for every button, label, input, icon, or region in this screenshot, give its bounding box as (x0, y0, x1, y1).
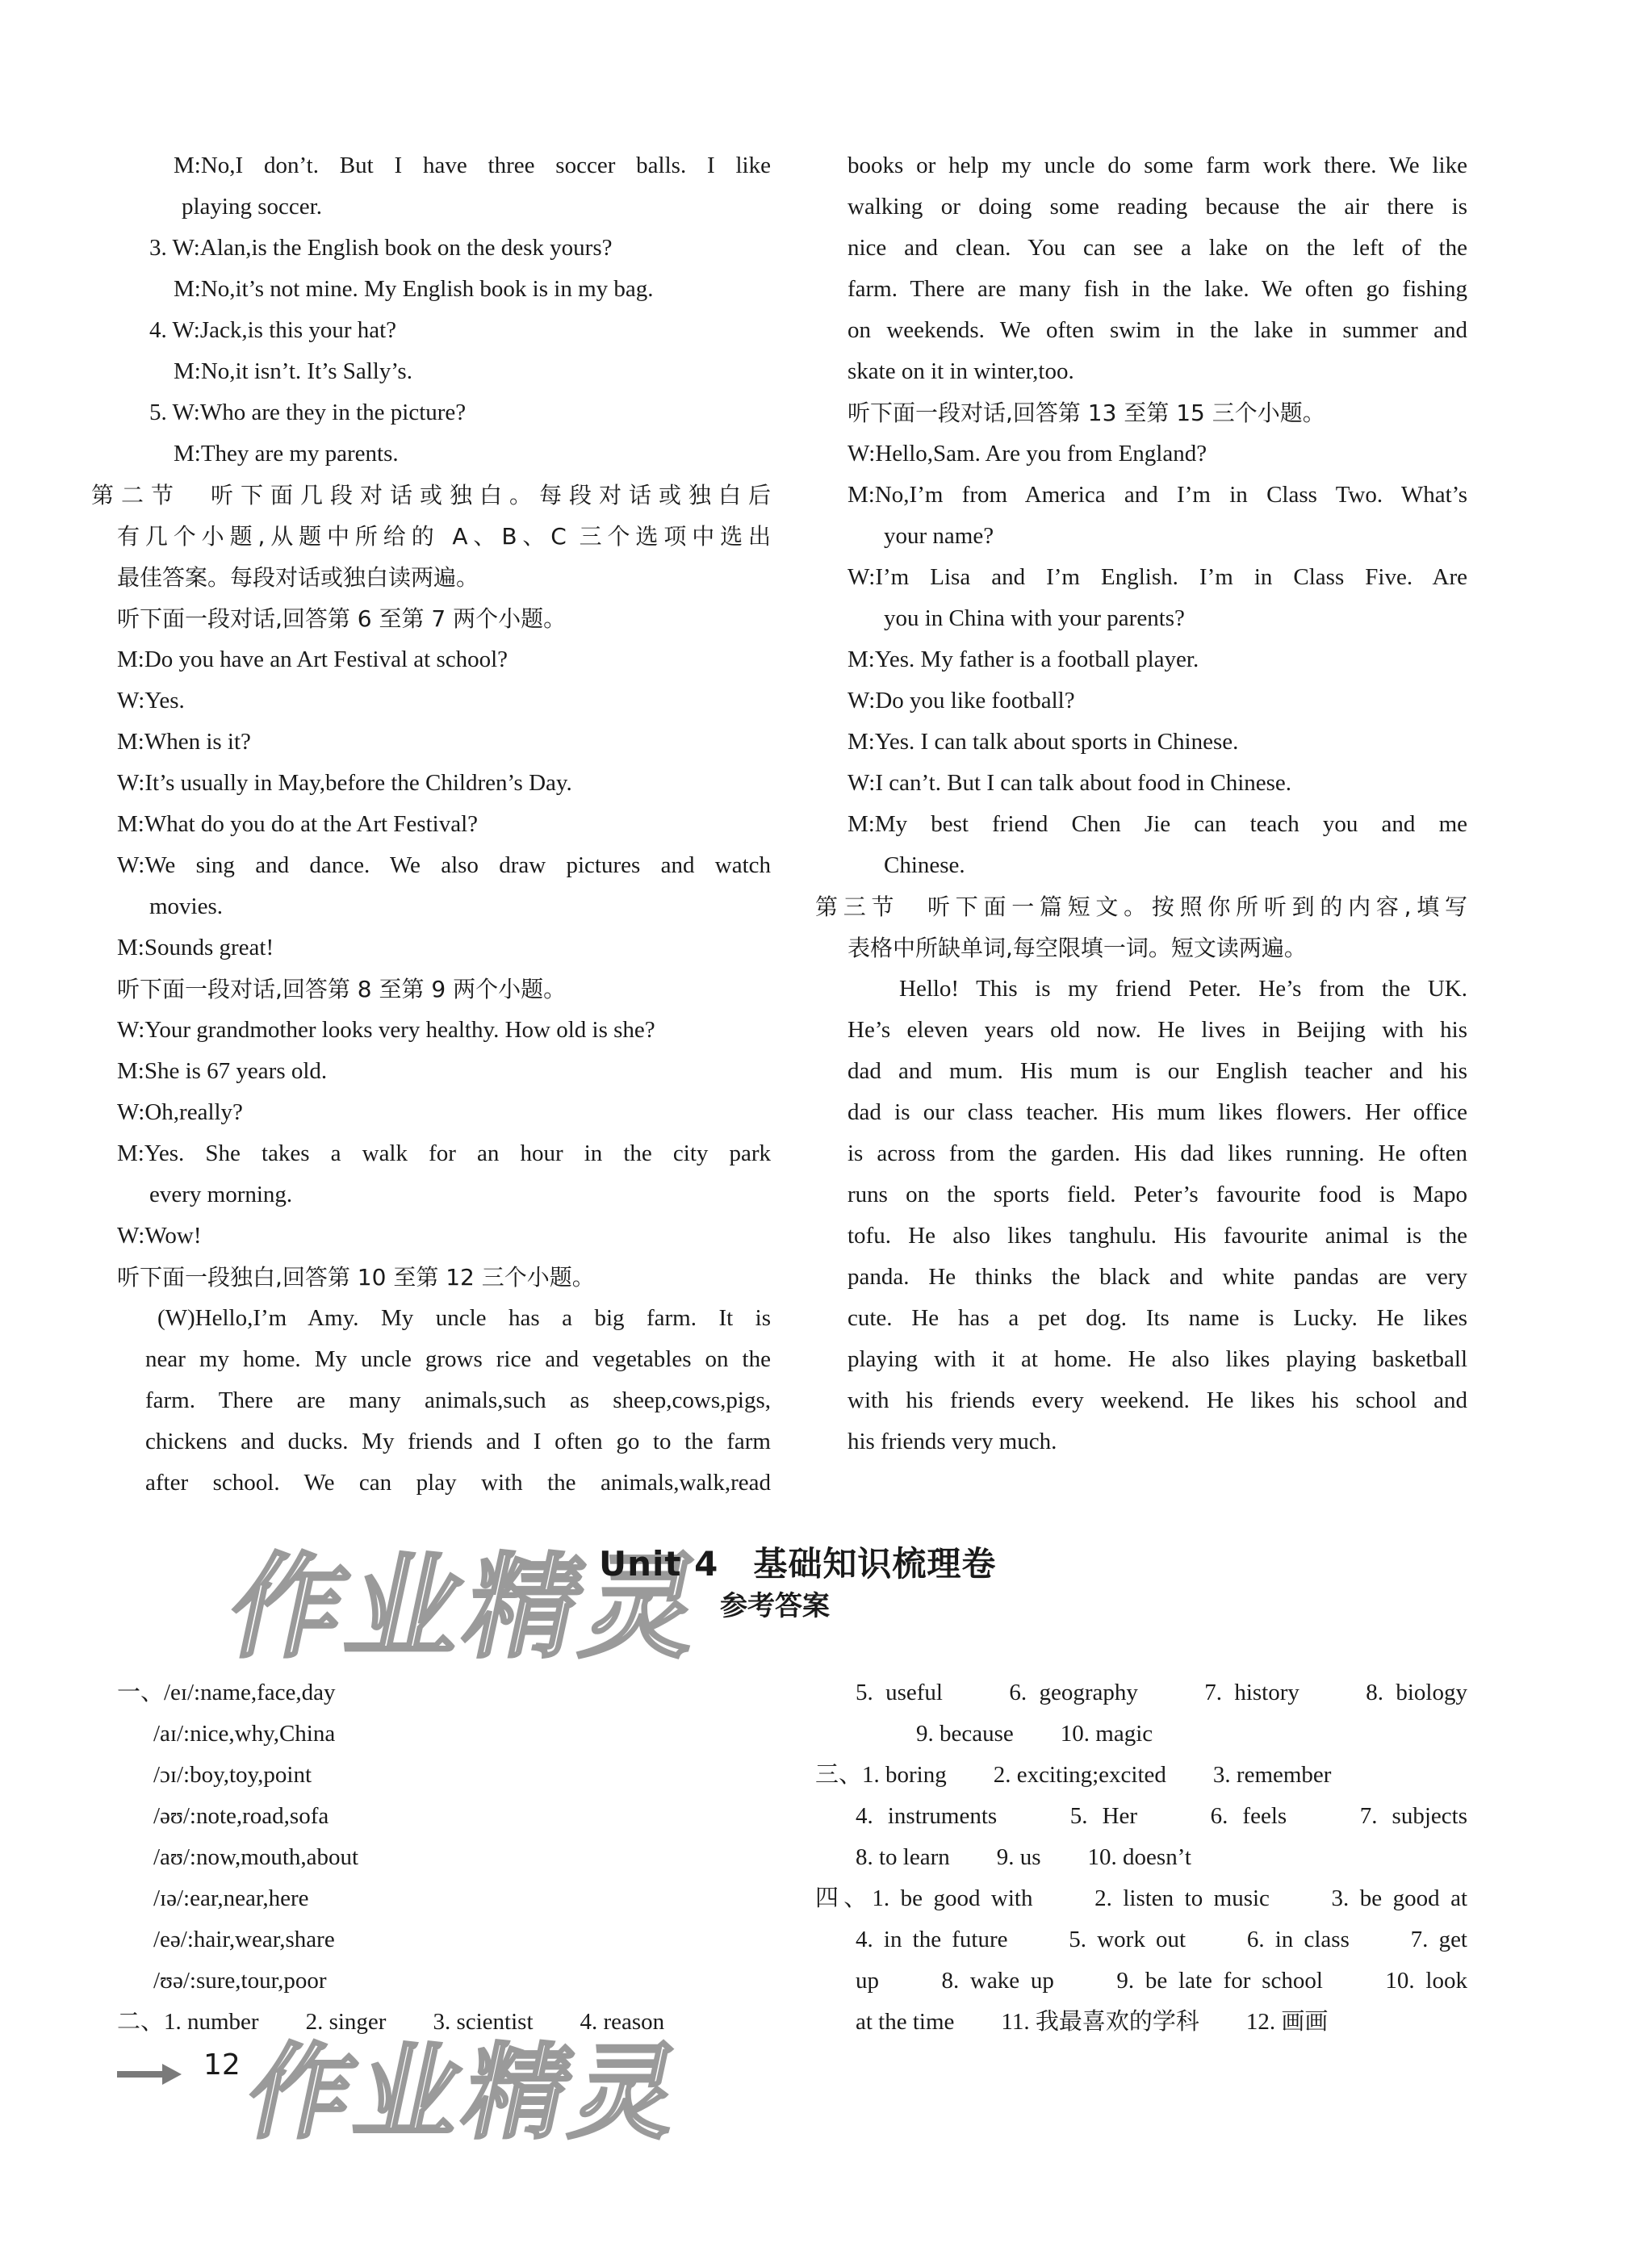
text-line: W:Hello,Sam. Are you from England? (847, 441, 1207, 467)
answer-line: /ɪə/:ear,near,here (153, 1885, 309, 1911)
text-line: every morning. (149, 1182, 293, 1207)
instruction-line: 听下面一段对话,回答第 13 至第 15 三个小题。 (847, 400, 1325, 426)
answer-line: 一、/eɪ/:name,face,day (117, 1680, 336, 1705)
answer-line: /ɔɪ/:boy,toy,point (153, 1762, 312, 1788)
text-line: on weekends. We often swim in the lake in summer and (847, 317, 1467, 343)
text-line: farm. There are many animals,such as sheep,cows,pigs, (145, 1387, 771, 1413)
text-line: M:No,I’m from America and I’m in Class Two. What’s (847, 482, 1467, 508)
answer-line: 5. useful 6. geography 7. history 8. biology (856, 1680, 1467, 1705)
text-line: W:We sing and dance. We also draw pictures and watch (117, 852, 771, 878)
answer-line: 4. instruments 5. Her 6. feels 7. subjects (856, 1803, 1467, 1829)
text-line: walking or doing some reading because the air there is (847, 194, 1467, 220)
text-line: W:Wow! (117, 1223, 202, 1249)
text-line: tofu. He also likes tanghulu. His favourite animal is the (847, 1223, 1467, 1249)
right-column (815, 145, 1467, 1462)
text-line: M:No,I don’t. But I have three soccer balls. I like (174, 153, 771, 178)
answer-line: /aɪ/:nice,why,China (153, 1721, 336, 1747)
text-line: his friends very much. (847, 1429, 1057, 1454)
answer-line: 8. to learn 9. us 10. doesn’t (856, 1844, 1191, 1870)
text-line: M:My best friend Chen Jie can teach you and me (847, 811, 1467, 837)
text-line: M:Do you have an Art Festival at school? (117, 647, 508, 672)
answer-line: /aʊ/:now,mouth,about (153, 1844, 359, 1870)
text-line: M:No,it isn’t. It’s Sally’s. (174, 358, 412, 384)
text-line: chickens and ducks. My friends and I often go to the farm (145, 1429, 771, 1454)
text-line: cute. He has a pet dog. Its name is Lucky. He likes (847, 1305, 1467, 1331)
section-heading: 表格中所缺单词,每空限填一词。短文读两遍。 (847, 935, 1307, 961)
text-line: M:When is it? (117, 729, 251, 755)
answer-line: 三、1. boring 2. exciting;excited 3. remember (815, 1762, 1332, 1788)
text-line: M:She is 67 years old. (117, 1058, 328, 1084)
text-line: Hello! This is my friend Peter. He’s from the UK. (899, 976, 1467, 1002)
page-number: 12 (203, 2048, 241, 2082)
text-line: farm. There are many fish in the lake. We often go fishing (847, 276, 1467, 302)
unit-title: Unit 4 基础知识梳理卷 (599, 1544, 997, 1584)
text-line: panda. He thinks the black and white pandas are very (847, 1264, 1467, 1290)
text-line: M:No,it’s not mine. My English book is in my bag. (174, 276, 654, 302)
instruction-line: 听下面一段对话,回答第 6 至第 7 两个小题。 (117, 605, 567, 632)
instruction-line: 听下面一段对话,回答第 8 至第 9 两个小题。 (117, 976, 567, 1002)
text-line: W:I can’t. But I can talk about food in Chinese. (847, 770, 1292, 796)
answers-right (815, 1672, 1467, 2043)
answer-line: /əʊ/:note,road,sofa (153, 1803, 329, 1829)
text-line: runs on the sports field. Peter’s favourite food is Mapo (847, 1182, 1467, 1207)
answer-line: /ʊə/:sure,tour,poor (153, 1968, 327, 1994)
text-line: W:Yes. (117, 688, 185, 713)
instruction-line: 听下面一段独白,回答第 10 至第 12 三个小题。 (117, 1264, 595, 1291)
text-line: 3. W:Alan,is the English book on the desk yours? (149, 235, 613, 261)
text-line: your name? (884, 523, 994, 549)
text-line: M:Yes. My father is a football player. (847, 647, 1199, 672)
text-line: nice and clean. You can see a lake on the left of the (847, 235, 1467, 261)
text-line: you in China with your parents? (884, 605, 1185, 631)
text-line: dad and mum. His mum is our English teacher and his (847, 1058, 1467, 1084)
answer-line: /eə/:hair,wear,share (153, 1927, 335, 1952)
answers-left (117, 1672, 771, 2043)
text-line: skate on it in winter,too. (847, 358, 1074, 384)
section-heading: 第二节 听下面几段对话或独白。每段对话或独白后 (91, 482, 771, 508)
text-line: playing soccer. (182, 194, 322, 220)
answer-line: 4. in the future 5. work out 6. in class 7. get (856, 1927, 1467, 1952)
section-heading: 最佳答案。每段对话或独白读两遍。 (117, 564, 479, 591)
text-line: Chinese. (884, 852, 965, 878)
text-line: movies. (149, 893, 224, 919)
watermark: 作业精灵 (236, 2033, 696, 2153)
section-heading: 第三节 听下面一篇短文。按照你所听到的内容,填写 (815, 893, 1467, 920)
answer-line: up 8. wake up 9. be late for school 10. look (856, 1968, 1467, 1994)
text-line: (W)Hello,I’m Amy. My uncle has a big farm. It is (157, 1305, 771, 1331)
text-line: W:I’m Lisa and I’m English. I’m in Class Five. Are (847, 564, 1467, 590)
text-line: W:Oh,really? (117, 1099, 243, 1125)
text-line: with his friends every weekend. He likes his school and (847, 1387, 1467, 1413)
text-line: He’s eleven years old now. He lives in Beijing with his (847, 1017, 1467, 1043)
section-heading: 有几个小题,从题中所给的 A、B、C 三个选项中选出 (117, 523, 771, 550)
text-line: 4. W:Jack,is this your hat? (149, 317, 397, 343)
text-line: books or help my uncle do some farm work there. We like (847, 153, 1467, 178)
text-line: W:Do you like football? (847, 688, 1075, 713)
watermark: 作业精灵 (218, 1542, 718, 1674)
text-line: playing with it at home. He also likes playing basketball (847, 1346, 1467, 1372)
text-line: M:Yes. I can talk about sports in Chinese. (847, 729, 1239, 755)
answer-line: 9. because 10. magic (916, 1721, 1153, 1747)
answer-line: 二、1. number 2. singer 3. scientist 4. reason (117, 2009, 665, 2035)
unit-subtitle: 参考答案 (720, 1590, 830, 1622)
text-line: M:Yes. She takes a walk for an hour in the city park (117, 1140, 771, 1166)
text-line: near my home. My uncle grows rice and vegetables on the (145, 1346, 771, 1372)
text-line: W:Your grandmother looks very healthy. How old is she? (117, 1017, 655, 1043)
text-line: M:What do you do at the Art Festival? (117, 811, 479, 837)
text-line: is across from the garden. His dad likes running. He often (847, 1140, 1467, 1166)
text-line: dad is our class teacher. His mum likes flowers. Her office (847, 1099, 1467, 1125)
text-line: after school. We can play with the animals,walk,read (145, 1470, 771, 1496)
text-line: 5. W:Who are they in the picture? (149, 400, 467, 425)
text-line: W:It’s usually in May,before the Children’s Day. (117, 770, 572, 796)
answer-line: 四、1. be good with 2. listen to music 3. be good at (815, 1885, 1467, 1911)
text-line: M:They are my parents. (174, 441, 399, 467)
text-line: M:Sounds great! (117, 935, 274, 960)
arrow-right-icon (117, 2062, 182, 2086)
answer-line: at the time 11. 我最喜欢的学科 12. 画画 (856, 2009, 1329, 2035)
left-column (91, 145, 771, 1504)
